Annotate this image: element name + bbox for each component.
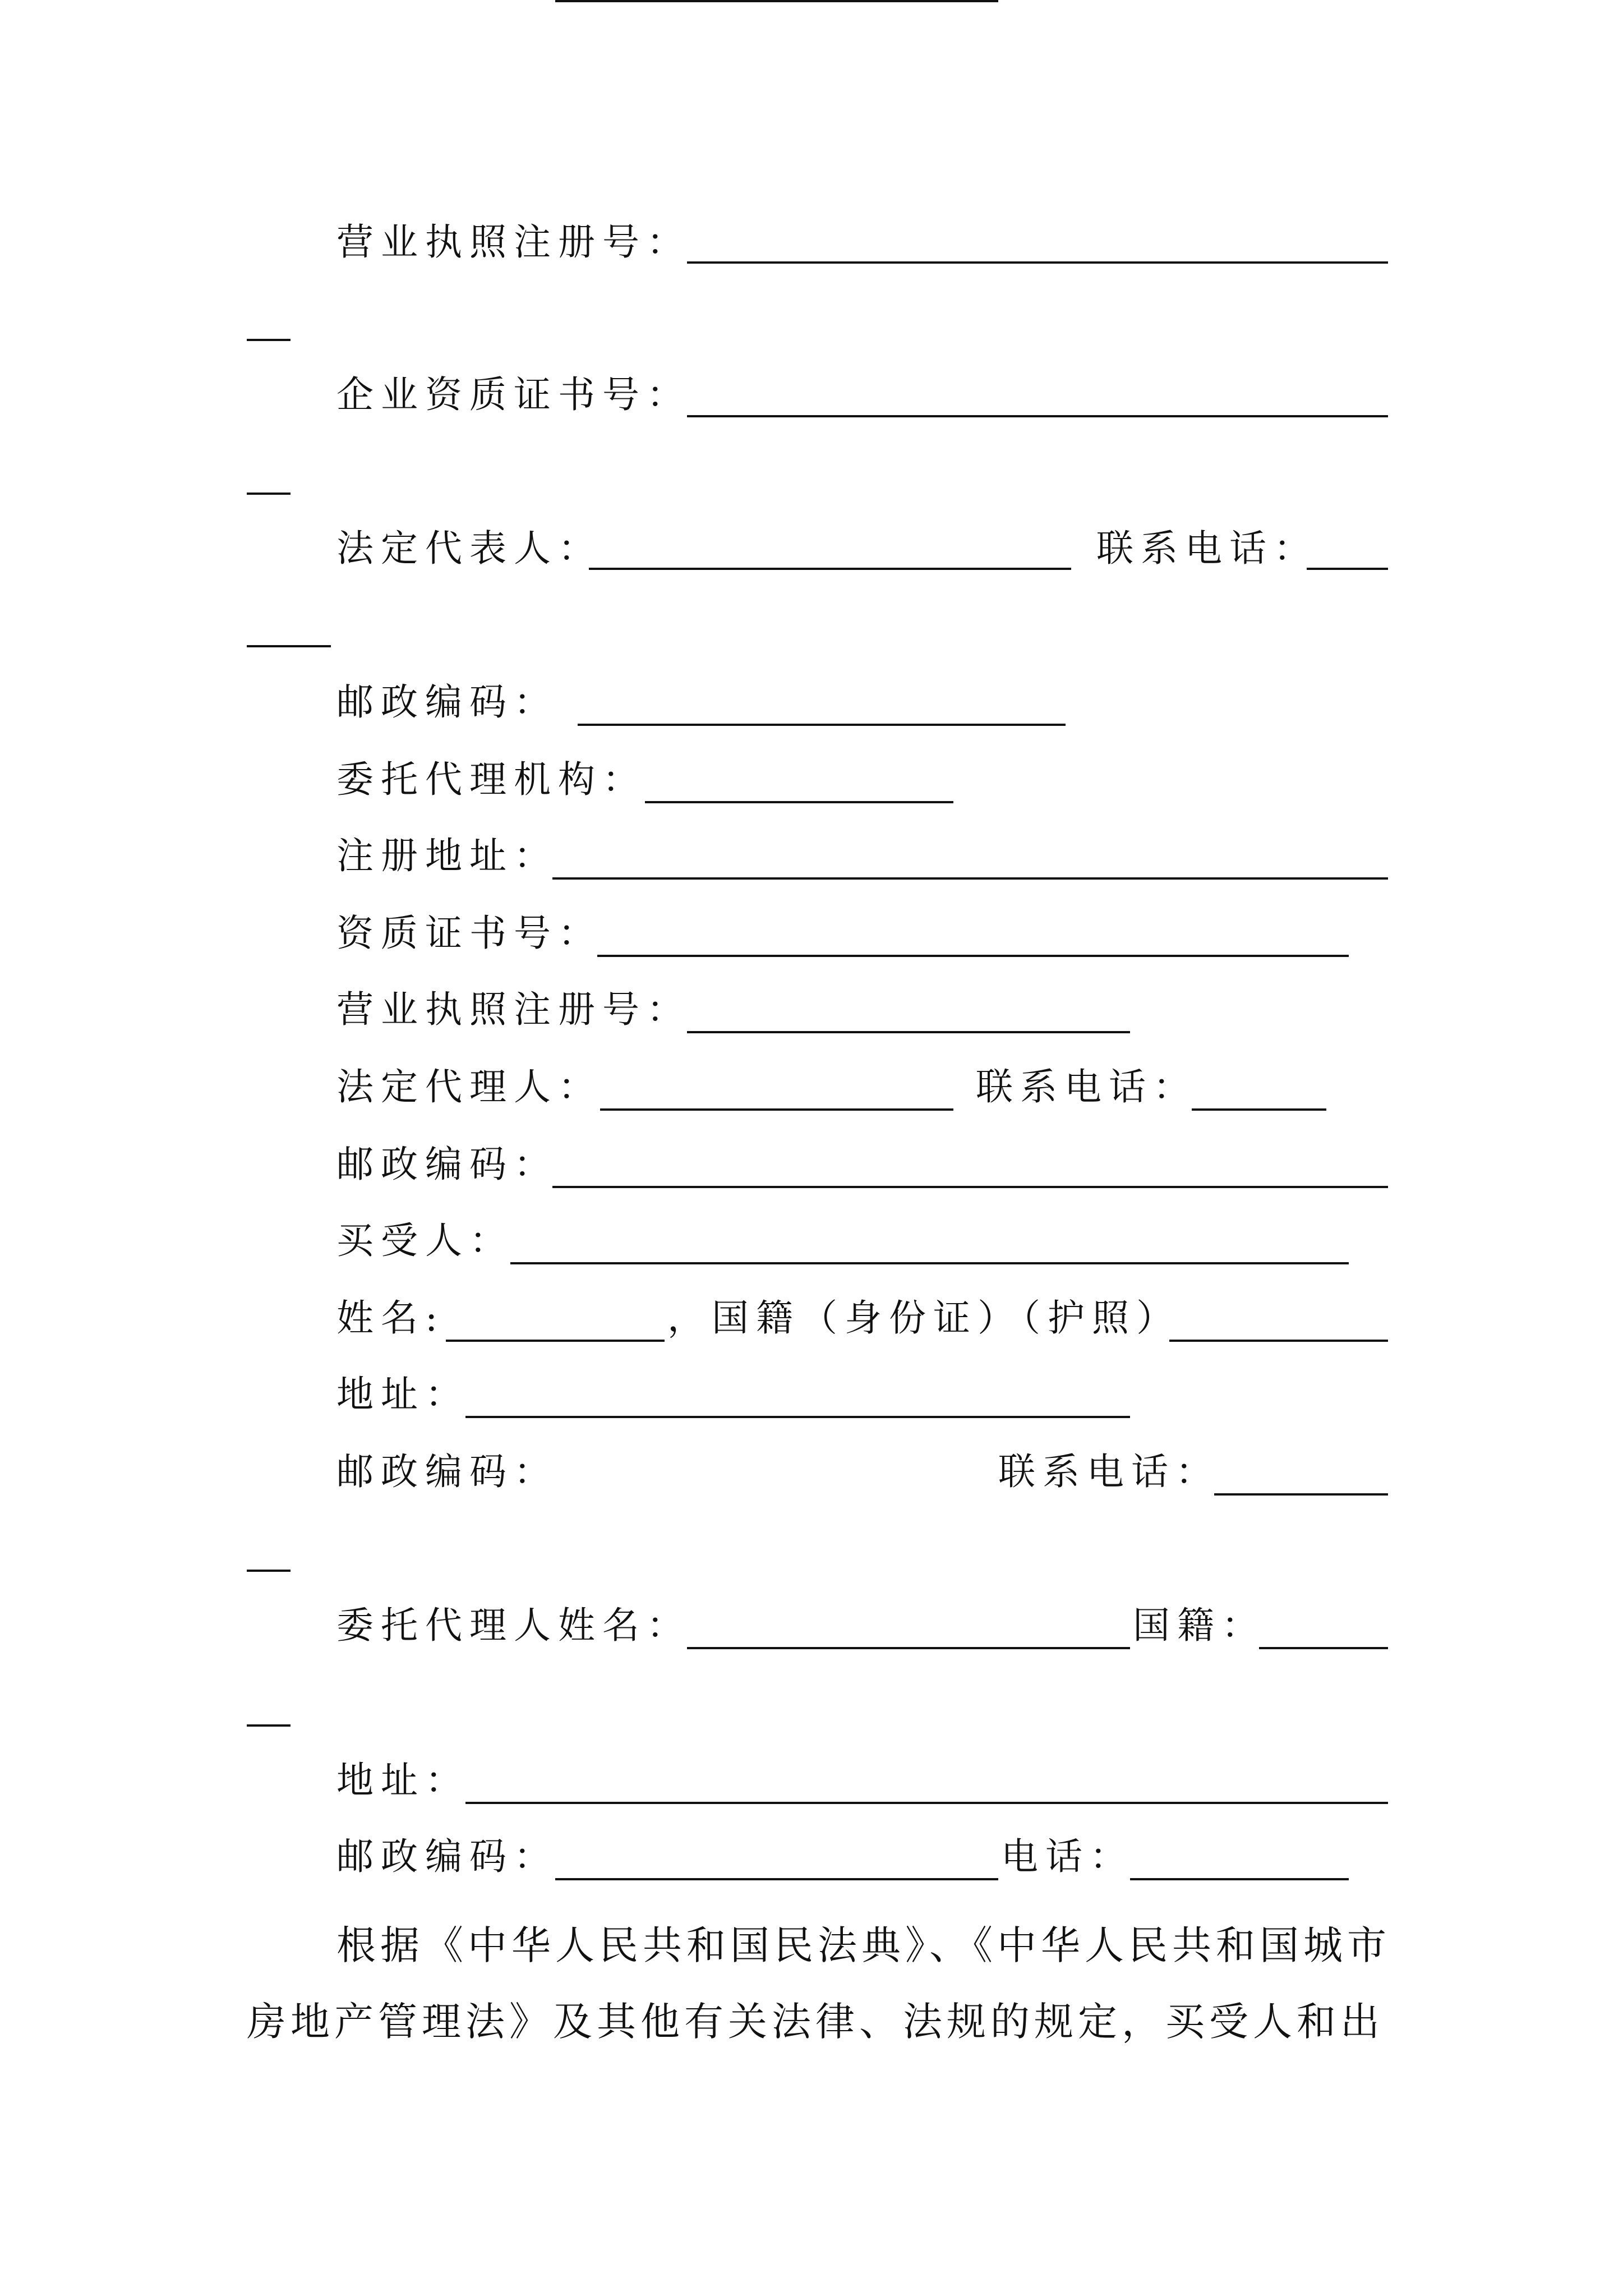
field-buyer-postal-label: 邮政编码： [336,1450,558,1493]
legal-representative-blank[interactable] [589,568,1071,570]
cert-number-blank[interactable] [597,955,1349,957]
agent-phone-blank[interactable] [1130,1878,1349,1880]
field-agency-label: 委托代理机构： [336,758,647,801]
legal-basis-paragraph [247,1907,1391,2060]
field-legal-representative-label: 法定代表人： [336,527,602,570]
agency-postal-blank[interactable] [552,1186,1388,1188]
phone-blank[interactable] [1307,568,1388,570]
agent-address-blank[interactable] [465,1802,1388,1804]
agency-license-blank[interactable] [687,1031,1130,1033]
field-agent-name-label: 委托代理人姓名： [336,1604,691,1647]
field-nationality-id-label: ，国籍（身份证）（护照） [667,1296,1181,1340]
buyer-blank[interactable] [510,1262,1349,1264]
qualification-cert-blank-continuation [247,493,291,495]
phone-blank-continuation [247,645,331,647]
field-registered-address-label: 注册地址： [336,834,558,877]
name-blank[interactable] [446,1340,665,1342]
buyer-phone-blank[interactable] [1214,1493,1388,1496]
agent-postal-blank[interactable] [555,1878,998,1880]
agent-phone-blank[interactable] [1192,1108,1326,1111]
nationality-id-blank[interactable] [1169,1340,1388,1342]
paragraph-line-2: 房地产管理法》及其他有关法律、法规的规定，买受人和出 [247,1999,1384,2045]
field-buyer-address-label: 地址： [336,1373,469,1416]
field-buyer-phone-label: 联系电话： [998,1450,1220,1493]
paragraph-line-1: 根据《中华人民共和国民法典》、《中华人民共和国城市 [336,1922,1391,1968]
buyer-address-blank[interactable] [465,1416,1130,1418]
business-license-blank-continuation [247,339,291,341]
field-postal-code-label: 邮政编码： [336,680,558,724]
field-legal-agent-label: 法定代理人： [336,1065,602,1108]
buyer-postal-blank[interactable] [555,0,998,2]
postal-code-blank[interactable] [578,724,1066,726]
field-agent-postal-label: 邮政编码： [336,1835,558,1878]
field-agent-address-label: 地址： [336,1759,469,1802]
registered-address-blank[interactable] [552,877,1388,880]
agency-blank[interactable] [645,801,953,803]
field-name-label: 姓名: [336,1296,445,1340]
buyer-phone-blank-continuation [247,1570,291,1572]
field-agent-nationality-label: 国籍： [1133,1604,1266,1647]
agent-nationality-blank-continuation [247,1724,291,1727]
field-buyer-label: 买受人： [336,1219,514,1262]
field-agency-license-label: 营业执照注册号： [336,988,691,1031]
legal-agent-blank[interactable] [600,1108,953,1111]
field-cert-number-label: 资质证书号： [336,912,602,955]
field-agency-postal-label: 邮政编码： [336,1143,558,1186]
field-phone-label: 联系电话： [1096,527,1318,570]
agent-name-blank[interactable] [687,1647,1130,1649]
field-business-license-label: 营业执照注册号： [336,220,691,264]
business-license-blank[interactable] [687,261,1388,264]
agent-nationality-blank[interactable] [1259,1647,1388,1649]
field-qualification-cert-label: 企业资质证书号： [336,373,691,416]
qualification-cert-blank[interactable] [687,415,1388,417]
field-agent-phone-label: 电话： [1001,1835,1134,1878]
field-agent-phone-label: 联系电话： [976,1065,1197,1108]
